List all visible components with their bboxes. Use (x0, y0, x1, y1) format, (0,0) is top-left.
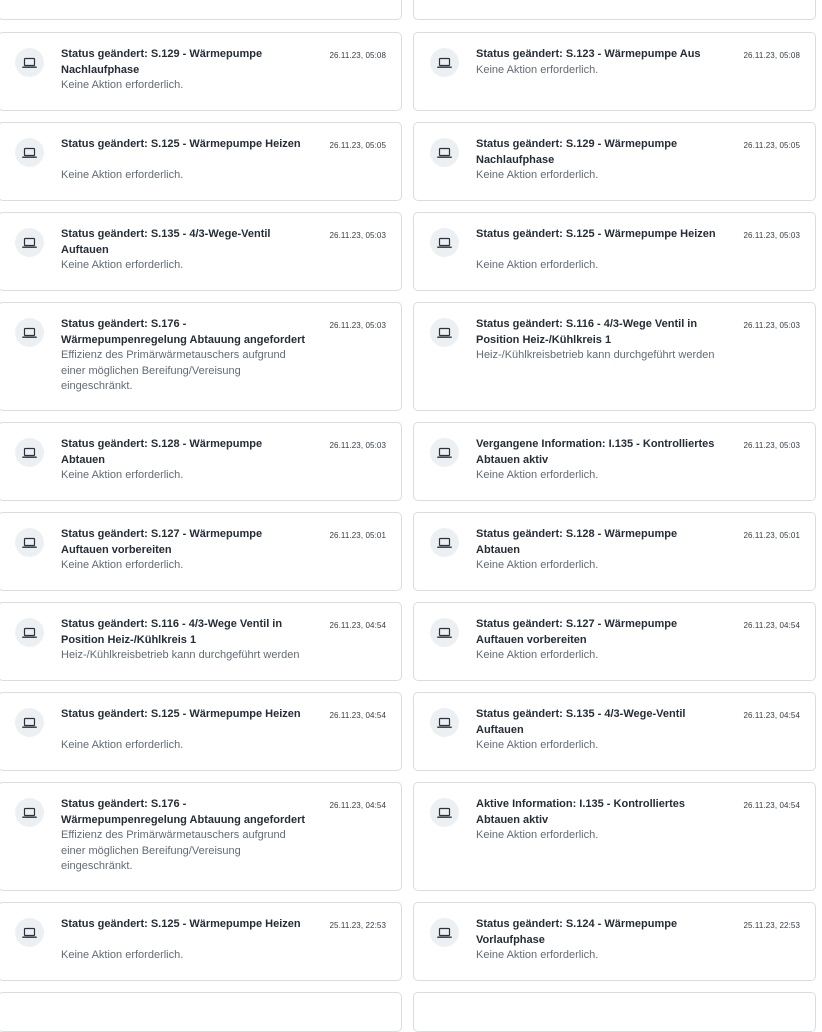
notification-description: Keine Aktion erforderlich. (476, 649, 599, 661)
laptop-icon (430, 528, 459, 557)
laptop-icon (15, 318, 44, 347)
laptop-icon (430, 138, 459, 167)
notification-card-partial[interactable] (0, 0, 402, 20)
notification-description: Heiz-/Kühlkreisbetrieb kann durchgeführt werden (61, 649, 300, 661)
notification-title: Vergangene Information: I.135 - Kontrolliertes Abtauen aktiv (476, 438, 715, 466)
notification-title: Status geändert: S.129 - Wärmepumpe Nachlaufphase (61, 48, 263, 76)
notification-description: Heiz-/Kühlkreisbetrieb kann durchgeführt werden (476, 349, 715, 361)
laptop-icon (15, 48, 44, 77)
laptop-icon (430, 708, 459, 737)
notification-timestamp: 26.11.23, 04:54 (743, 801, 800, 810)
notification-title: Status geändert: S.129 - Wärmepumpe Nachlaufphase (476, 138, 678, 166)
notification-description: Effizienz des Primärwärmetauschers aufgrund einer möglichen Bereifung/Vereisung eingeschränkt. (61, 349, 286, 392)
notification-description: Keine Aktion erforderlich. (61, 469, 184, 481)
laptop-icon (15, 798, 44, 827)
notification-timestamp: 26.11.23, 05:03 (743, 441, 800, 450)
notification-card[interactable] (413, 212, 816, 291)
notification-title: Aktive Information: I.135 - Kontrolliertes Abtauen aktiv (476, 798, 686, 826)
notification-card[interactable] (413, 302, 816, 411)
notification-card[interactable] (413, 422, 816, 501)
laptop-icon (15, 618, 44, 647)
notification-timestamp: 26.11.23, 04:54 (743, 621, 800, 630)
notification-card[interactable] (0, 602, 402, 681)
laptop-icon (15, 528, 44, 557)
notification-card[interactable] (413, 32, 816, 111)
notification-description: Keine Aktion erforderlich. (61, 739, 184, 751)
notification-card[interactable] (0, 212, 402, 291)
notification-timestamp: 26.11.23, 05:05 (329, 141, 386, 150)
notification-description: Keine Aktion erforderlich. (61, 559, 184, 571)
notification-description: Keine Aktion erforderlich. (61, 949, 184, 961)
laptop-icon (430, 918, 459, 947)
notification-description: Keine Aktion erforderlich. (476, 469, 599, 481)
notification-card[interactable] (413, 512, 816, 591)
notification-timestamp: 26.11.23, 04:54 (329, 711, 386, 720)
notification-timestamp: 25.11.23, 22:53 (329, 921, 386, 930)
notification-title: Status geändert: S.124 - Wärmepumpe Vorlaufphase (476, 918, 678, 946)
notification-timestamp: 26.11.23, 05:03 (743, 321, 800, 330)
laptop-icon (15, 438, 44, 467)
notification-timestamp: 26.11.23, 05:08 (329, 51, 386, 60)
notification-card[interactable] (413, 902, 816, 981)
notification-card[interactable] (0, 122, 402, 201)
notification-title: Status geändert: S.135 - 4/3-Wege-Ventil Auftauen (61, 228, 271, 256)
notification-card-partial[interactable] (0, 992, 402, 1032)
notification-card[interactable] (0, 782, 402, 891)
notification-description: Keine Aktion erforderlich. (61, 169, 184, 181)
notification-timestamp: 26.11.23, 04:54 (743, 711, 800, 720)
notification-timestamp: 25.11.23, 22:53 (743, 921, 800, 930)
notification-card[interactable] (413, 122, 816, 201)
notification-card-partial[interactable] (413, 992, 816, 1032)
notification-description: Keine Aktion erforderlich. (476, 63, 599, 76)
laptop-icon (430, 798, 459, 827)
laptop-icon (430, 318, 459, 347)
notification-title: Status geändert: S.135 - 4/3-Wege-Ventil Auftauen (476, 708, 686, 736)
notification-title: Status geändert: S.176 - Wärmepumpenregelung Abtauung angefordert (61, 798, 306, 826)
notification-timestamp: 26.11.23, 05:03 (743, 231, 800, 240)
notification-title: Status geändert: S.176 - Wärmepumpenregelung Abtauung angefordert (61, 318, 306, 346)
laptop-icon (15, 708, 44, 737)
notification-card[interactable] (413, 602, 816, 681)
notification-title: Status geändert: S.127 - Wärmepumpe Auftauen vorbereiten (61, 528, 263, 556)
notification-title: Status geändert: S.116 - 4/3-Wege Ventil in Position Heiz-/Kühlkreis 1 (61, 618, 283, 646)
notification-description: Keine Aktion erforderlich. (476, 739, 599, 751)
notification-description: Keine Aktion erforderlich. (476, 559, 599, 571)
laptop-icon (15, 138, 44, 167)
notification-title: Status geändert: S.125 - Wärmepumpe Heizen (61, 708, 301, 720)
laptop-icon (430, 48, 459, 77)
notification-card[interactable] (0, 512, 402, 591)
notification-title: Status geändert: S.125 - Wärmepumpe Heizen (61, 138, 301, 150)
notification-card-partial[interactable] (413, 0, 816, 20)
laptop-icon (15, 918, 44, 947)
notification-timestamp: 26.11.23, 05:01 (329, 531, 386, 540)
notification-timestamp: 26.11.23, 05:03 (329, 441, 386, 450)
notification-timestamp: 26.11.23, 05:08 (743, 51, 800, 60)
notification-card[interactable] (0, 302, 402, 411)
notification-timestamp: 26.11.23, 05:03 (329, 321, 386, 330)
notification-title: Status geändert: S.128 - Wärmepumpe Abtauen (476, 528, 678, 556)
notification-card[interactable] (0, 902, 402, 981)
notification-description: Keine Aktion erforderlich. (476, 949, 599, 961)
notification-card[interactable] (413, 782, 816, 891)
notification-timestamp: 26.11.23, 05:01 (743, 531, 800, 540)
notification-timestamp: 26.11.23, 05:05 (743, 141, 800, 150)
notification-description: Keine Aktion erforderlich. (476, 259, 599, 271)
notification-title: Status geändert: S.116 - 4/3-Wege Ventil in Position Heiz-/Kühlkreis 1 (476, 318, 698, 346)
notification-description: Keine Aktion erforderlich. (61, 79, 184, 91)
notification-timestamp: 26.11.23, 05:03 (329, 231, 386, 240)
notification-title: Status geändert: S.123 - Wärmepumpe Aus (476, 48, 701, 60)
notification-description: Keine Aktion erforderlich. (61, 259, 184, 271)
notification-title: Status geändert: S.127 - Wärmepumpe Auftauen vorbereiten (476, 618, 678, 646)
laptop-icon (430, 438, 459, 467)
notification-card[interactable] (0, 692, 402, 771)
notification-card[interactable] (0, 422, 402, 501)
notification-title: Status geändert: S.125 - Wärmepumpe Heizen (61, 918, 301, 930)
notification-title: Status geändert: S.125 - Wärmepumpe Heizen (476, 228, 716, 240)
laptop-icon (430, 618, 459, 647)
notification-description: Effizienz des Primärwärmetauschers aufgrund einer möglichen Bereifung/Vereisung eingeschränkt. (61, 829, 286, 872)
notification-card[interactable] (0, 32, 402, 111)
notification-card[interactable] (413, 692, 816, 771)
notification-timestamp: 26.11.23, 04:54 (329, 621, 386, 630)
notification-description: Keine Aktion erforderlich. (476, 829, 599, 841)
notification-timestamp: 26.11.23, 04:54 (329, 801, 386, 810)
notification-description: Keine Aktion erforderlich. (476, 169, 599, 181)
laptop-icon (15, 228, 44, 257)
laptop-icon (430, 228, 459, 257)
notification-title: Status geändert: S.128 - Wärmepumpe Abtauen (61, 438, 263, 466)
